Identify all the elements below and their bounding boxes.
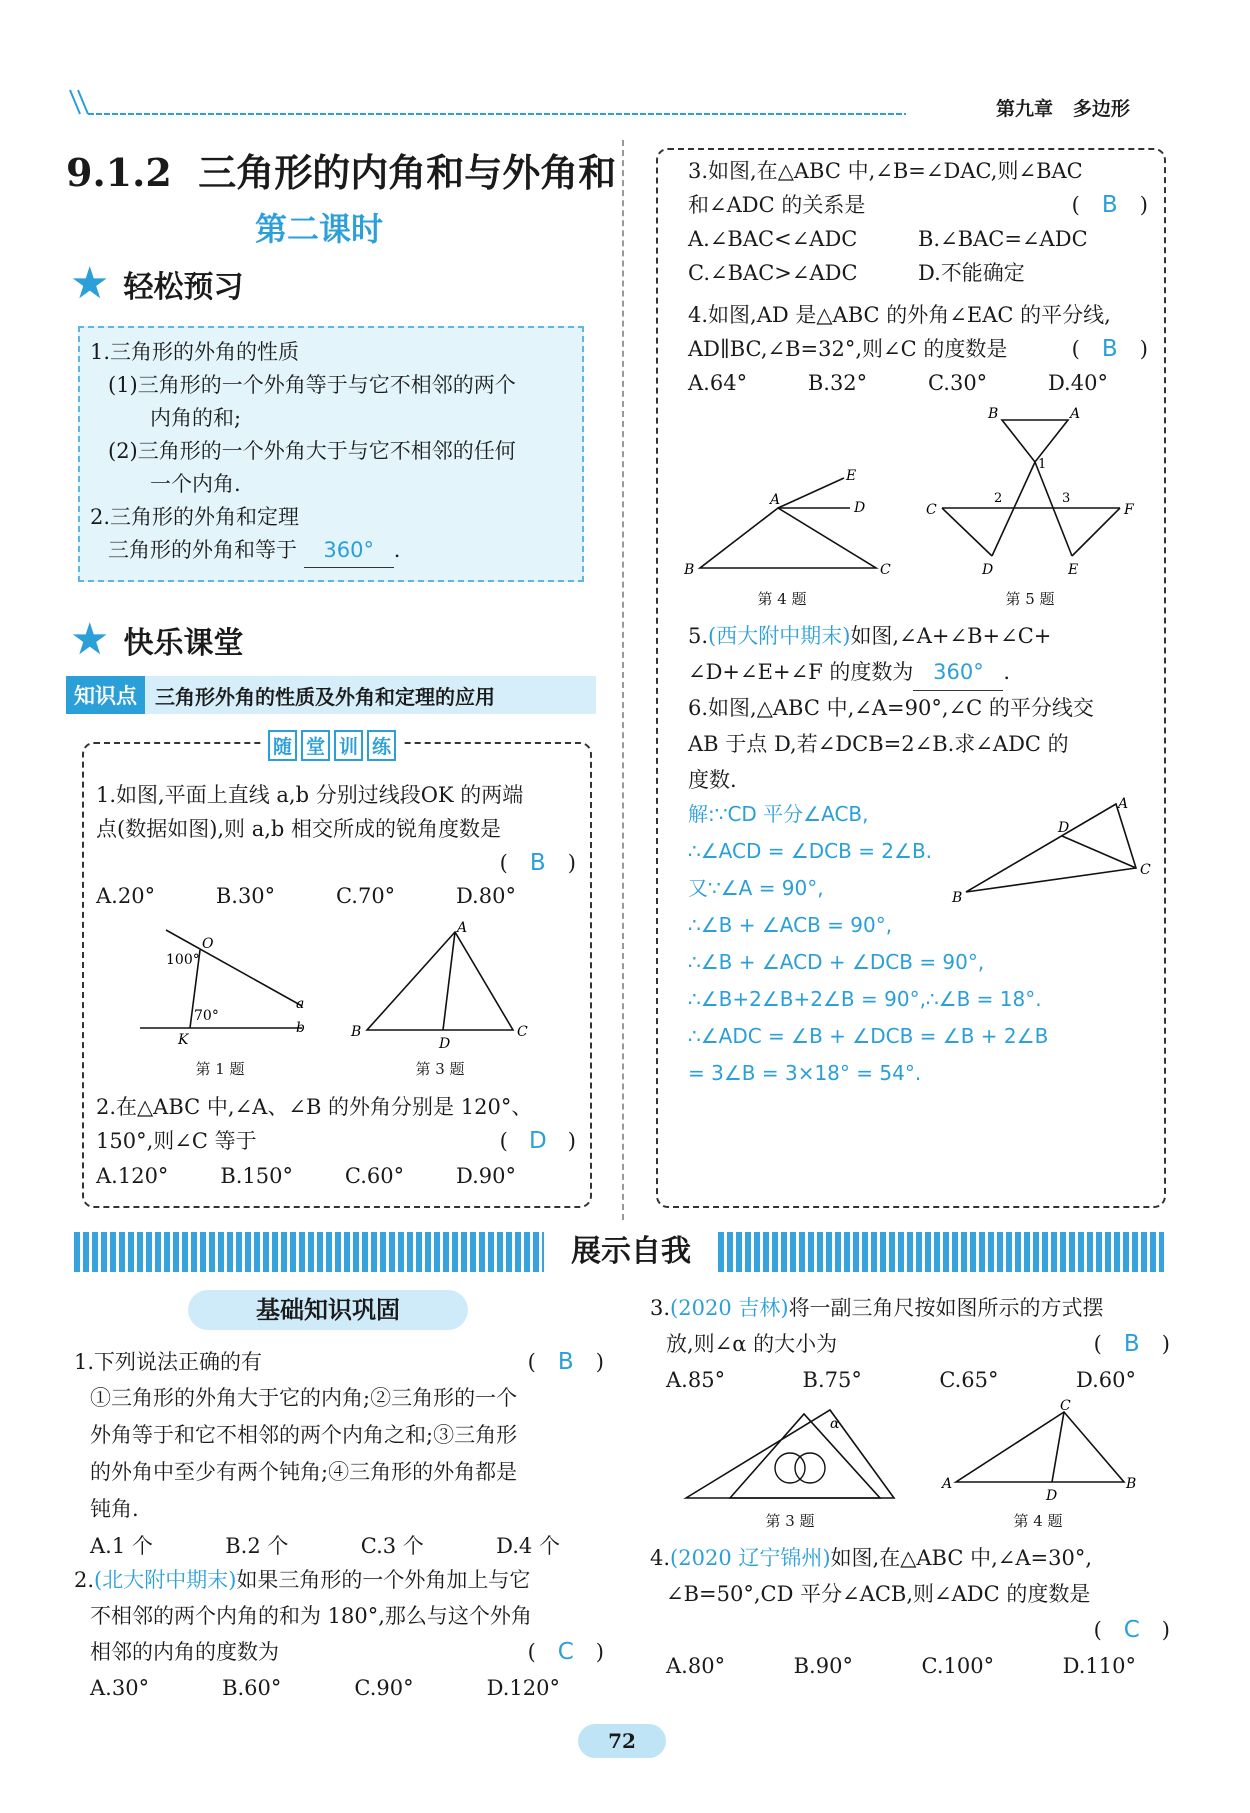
b4-answer-row: ( C ) — [650, 1612, 1170, 1648]
figure-5-caption: 第 5 题 — [1005, 590, 1055, 608]
solution-line: ∴∠B + ∠ACB = 90°, — [688, 913, 893, 937]
training-label — [262, 730, 402, 761]
class-heading-text: 快乐课堂 — [123, 626, 244, 661]
bottom-figure-3 — [680, 1400, 900, 1510]
option: A.120° — [96, 1164, 169, 1188]
option: D.110° — [1062, 1654, 1136, 1678]
star-icon: ★ — [70, 614, 110, 665]
figure-4-caption: 第 4 题 — [757, 590, 807, 608]
training-char: 练 — [367, 730, 396, 761]
solution-line: ∴∠ADC = ∠B + ∠DCB = ∠B + 2∠B — [688, 1024, 1049, 1048]
figure-3 — [345, 918, 545, 1058]
preview-p2: 2.三角形的外角和定理 — [90, 505, 300, 529]
q4-line2: AD∥BC,∠B=32°,则∠C 的度数是 — [688, 337, 1008, 361]
preview-p2a-text: 三角形的外角和等于 — [108, 538, 297, 562]
figure-6 — [946, 796, 1156, 908]
solution-line: 又∵∠A = 90°, — [688, 876, 824, 900]
training-char: 随 — [268, 730, 297, 761]
option: A.30° — [90, 1676, 150, 1700]
q5-line1-row: 5.(西大附中期末)如图,∠A+∠B+∠C+ — [688, 624, 1052, 648]
preview-heading — [70, 258, 244, 309]
b3-line2: 放,则∠α 的大小为 — [666, 1332, 838, 1356]
figure-4 — [680, 460, 900, 580]
show-b4 — [650, 1540, 1170, 1684]
preview-heading-text: 轻松预习 — [123, 270, 244, 305]
option: D.40° — [1047, 371, 1108, 395]
b2-answer: C — [557, 1639, 574, 1665]
q3-line1: 3.如图,在△ABC 中,∠B=∠DAC,则∠BAC — [688, 159, 1083, 183]
label-D: D — [1058, 820, 1070, 836]
option: C.65° — [939, 1368, 999, 1392]
label-D: D — [439, 1036, 451, 1052]
q6-line2: AB 于点 D,若∠DCB=2∠B.求∠ADC 的 — [688, 732, 1069, 756]
q5-answer: 360° — [913, 654, 1003, 691]
label-C: C — [880, 562, 891, 578]
option: B.2 个 — [225, 1534, 289, 1558]
figure-5 — [920, 404, 1150, 584]
section-title — [66, 142, 616, 197]
b2-options — [74, 1670, 560, 1706]
option: B.75° — [802, 1368, 862, 1392]
right-q4 — [688, 298, 1148, 400]
b1-options — [74, 1528, 560, 1565]
label-C: C — [1060, 1398, 1071, 1414]
label-1: 1 — [1038, 457, 1047, 472]
option: A.20° — [96, 884, 156, 908]
q4-options — [688, 366, 1108, 400]
q3-line2-row: 和∠ADC 的关系是 ( B ) — [688, 188, 1148, 222]
figure-1-caption: 第 1 题 — [195, 1060, 245, 1078]
preview-p1a1: (1)三角形的一个外角等于与它不相邻的两个 — [108, 373, 516, 397]
label-A: A — [770, 492, 781, 508]
label-2: 2 — [994, 491, 1003, 506]
class-heading — [70, 614, 244, 665]
option: D.90° — [455, 1164, 516, 1188]
q3-answer: B — [1101, 192, 1118, 218]
option: B.150° — [220, 1164, 294, 1188]
q2-line1: 2.在△ABC 中,∠A、∠B 的外角分别是 120°、 — [96, 1095, 533, 1119]
b3-line1-row: 3.(2020 吉林)将一副三角尺按如图所示的方式摆 — [650, 1296, 1104, 1320]
option: D.80° — [455, 884, 516, 908]
option: A.1 个 — [90, 1534, 153, 1558]
q5-line2-row: ∠D+∠E+∠F 的度数为 360° . — [688, 654, 1148, 691]
label-E: E — [1068, 562, 1079, 578]
option: A.85° — [666, 1368, 726, 1392]
preview-answer: 360° — [304, 534, 394, 568]
solution-line: ∴∠B + ∠ACD + ∠DCB = 90°, — [688, 950, 985, 974]
b3-line1: 将一副三角尺按如图所示的方式摆 — [788, 1296, 1104, 1320]
label-70: 70° — [194, 1008, 219, 1024]
q2-line2: 150°,则∠C 等于 — [96, 1129, 257, 1153]
b1-line1: 1.下列说法正确的有 — [74, 1350, 263, 1374]
b3-answer: B — [1123, 1331, 1140, 1357]
option: C.70° — [335, 884, 396, 908]
label-F: F — [1124, 502, 1134, 518]
label-100: 100° — [166, 952, 200, 968]
option: C.90° — [354, 1676, 414, 1700]
b4-line1-row: 4.(2020 辽宁锦州)如图,在△ABC 中,∠A=30°, — [650, 1546, 1093, 1570]
b2-line2: 不相邻的两个内角的和为 180°,那么与这个外角 — [90, 1604, 532, 1628]
banner-stripe-left — [74, 1232, 544, 1272]
b3-source: (2020 吉林) — [670, 1296, 789, 1320]
q5-source: (西大附中期末) — [708, 624, 851, 648]
option: A.80° — [666, 1654, 726, 1678]
label-alpha: α — [830, 1416, 840, 1432]
label-B: B — [952, 890, 963, 906]
q5-line1: 如图,∠A+∠B+∠C+ — [850, 624, 1052, 648]
class-q2 — [96, 1090, 576, 1194]
label-B: B — [988, 406, 999, 422]
solution-line: 解:∵CD 平分∠ACB, — [688, 802, 869, 826]
q4-line1: 4.如图,AD 是△ABC 的外角∠EAC 的平分线, — [688, 303, 1111, 327]
chapter-number: 第九章 — [996, 98, 1054, 120]
show-b1 — [74, 1344, 604, 1565]
section-number: 9.1.2 — [66, 150, 172, 195]
banner-stripe-right — [718, 1232, 1164, 1272]
q2-answer: D — [528, 1128, 547, 1154]
label-C: C — [926, 502, 937, 518]
option: B.30° — [215, 884, 276, 908]
b4-line2: ∠B=50°,CD 平分∠ACB,则∠ADC 的度数是 — [666, 1582, 1091, 1606]
label-C: C — [1140, 862, 1151, 878]
preview-p1b2: 一个内角. — [150, 472, 241, 496]
preview-p1b1: (2)三角形的一个外角大于与它不相邻的任何 — [108, 439, 516, 463]
knowledge-bar — [66, 676, 596, 714]
q1-line2: 点(数据如图),则 a,b 相交所成的锐角度数是 — [96, 817, 502, 841]
b4-line1: 如图,在△ABC 中,∠A=30°, — [830, 1546, 1093, 1570]
option: C.30° — [927, 371, 988, 395]
b1-line4: 的外角中至少有两个钝角;④三角形的外角都是 — [90, 1460, 518, 1484]
star-icon: ★ — [70, 258, 110, 309]
chapter-header — [996, 94, 1130, 121]
preview-p2a: 三角形的外角和等于 360° . — [90, 534, 572, 568]
show-b2 — [74, 1562, 604, 1706]
label-C: C — [517, 1024, 528, 1040]
q2-line2-row — [96, 1124, 576, 1158]
b1-answer: B — [557, 1349, 574, 1375]
b2-line3-row: 相邻的内角的度数为 ( C ) — [74, 1634, 604, 1670]
bottom-figure-3-caption: 第 3 题 — [765, 1512, 815, 1530]
q2-answer-row: ( D ) — [500, 1124, 576, 1158]
label-A: A — [457, 920, 468, 936]
figure-3-caption: 第 3 题 — [415, 1060, 465, 1078]
label-B: B — [1126, 1476, 1137, 1492]
label-D: D — [1046, 1488, 1058, 1504]
q4-line2-row: AD∥BC,∠B=32°,则∠C 的度数是 ( B ) — [688, 332, 1148, 366]
chapter-title: 多边形 — [1072, 98, 1130, 120]
header-rule — [66, 84, 906, 118]
label-b: b — [296, 1020, 305, 1036]
preview-box — [78, 326, 584, 582]
option: A.∠BAC<∠ADC — [688, 227, 858, 251]
label-3: 3 — [1062, 491, 1071, 506]
bottom-figure-4-caption: 第 4 题 — [1013, 1512, 1063, 1530]
solution-line: ∴∠ACD = ∠DCB = 2∠B. — [688, 839, 933, 863]
q2-options — [96, 1158, 516, 1194]
option: C.60° — [344, 1164, 405, 1188]
option: D.不能确定 — [918, 261, 1025, 285]
q6-line1: 6.如图,△ABC 中,∠A=90°,∠C 的平分线交 — [688, 696, 1094, 720]
q1-options — [96, 880, 516, 912]
section-name: 三角形的内角和与外角和 — [198, 150, 617, 195]
lesson-title: 第二课时 — [255, 210, 384, 248]
b4-source: (2020 辽宁锦州) — [670, 1546, 831, 1570]
right-q6 — [688, 690, 1148, 798]
option: B.∠BAC=∠ADC — [918, 227, 1088, 251]
option: C.∠BAC>∠ADC — [688, 261, 858, 285]
right-q5 — [688, 618, 1148, 691]
solution-line: = 3∠B = 3×18° = 54°. — [688, 1061, 922, 1085]
b1-line3: 外角等于和它不相邻的两个内角之和;③三角形 — [90, 1423, 518, 1447]
option: B.90° — [793, 1654, 853, 1678]
q3-options — [688, 222, 1148, 290]
q1-line1: 1.如图,平面上直线 a,b 分别过线段OK 的两端 — [96, 783, 524, 807]
b2-line3: 相邻的内角的度数为 — [90, 1640, 279, 1664]
label-A: A — [942, 1476, 953, 1492]
knowledge-tag: 知识点 — [66, 676, 145, 714]
b3-line2-row: 放,则∠α 的大小为 ( B ) — [650, 1326, 1170, 1362]
option: D.120° — [486, 1676, 560, 1700]
label-D: D — [982, 562, 994, 578]
q6-line3: 度数. — [688, 768, 737, 792]
label-B: B — [684, 562, 695, 578]
b4-options — [650, 1648, 1136, 1684]
b1-line2: ①三角形的外角大于它的内角;②三角形的一个 — [90, 1386, 518, 1410]
q4-answer: B — [1101, 336, 1118, 362]
label-E: E — [846, 468, 857, 484]
figure-1 — [130, 918, 310, 1078]
label-A: A — [1118, 796, 1129, 812]
solution-line: ∴∠B+2∠B+2∠B = 90°,∴∠B = 18°. — [688, 987, 1042, 1011]
show-b3 — [650, 1290, 1170, 1398]
b2-source: (北大附中期末) — [94, 1568, 237, 1592]
b4-answer: C — [1123, 1617, 1140, 1643]
option: D.4 个 — [496, 1534, 560, 1558]
right-q3 — [688, 154, 1148, 290]
option: D.60° — [1075, 1368, 1136, 1392]
q1-answer-row: ( B ) — [96, 846, 576, 880]
option: B.32° — [807, 371, 868, 395]
training-char: 训 — [334, 730, 363, 761]
class-q1 — [96, 778, 576, 912]
option: C.3 个 — [360, 1534, 424, 1558]
q1-answer: B — [529, 850, 546, 876]
banner-title: 展示自我 — [571, 1234, 691, 1269]
page-number: 72 — [578, 1724, 666, 1758]
label-D: D — [854, 500, 866, 516]
b3-options — [650, 1362, 1136, 1398]
column-divider — [622, 140, 624, 1220]
label-A: A — [1070, 406, 1081, 422]
b2-line1-row: 2.(北大附中期末)如果三角形的一个外角加上与它 — [74, 1568, 531, 1592]
b1-line1-row: 1.下列说法正确的有 ( B ) — [74, 1344, 604, 1380]
training-char: 堂 — [301, 730, 330, 761]
label-K: K — [178, 1032, 189, 1048]
label-a: a — [296, 996, 305, 1012]
b1-line5: 钝角. — [90, 1497, 139, 1521]
label-O: O — [202, 936, 214, 952]
preview-p1: 1.三角形的外角的性质 — [90, 340, 300, 364]
bottom-figure-4 — [940, 1398, 1140, 1508]
basic-heading: 基础知识巩固 — [188, 1290, 468, 1330]
q3-line2: 和∠ADC 的关系是 — [688, 193, 866, 217]
knowledge-title: 三角形外角的性质及外角和定理的应用 — [155, 684, 495, 709]
option: A.64° — [688, 371, 748, 395]
preview-p1a2: 内角的和; — [150, 406, 242, 430]
option: C.100° — [921, 1654, 995, 1678]
b2-line1: 如果三角形的一个外角加上与它 — [236, 1568, 531, 1592]
option: B.60° — [222, 1676, 282, 1700]
q5-line2: ∠D+∠E+∠F 的度数为 — [688, 660, 914, 684]
label-B: B — [351, 1024, 362, 1040]
